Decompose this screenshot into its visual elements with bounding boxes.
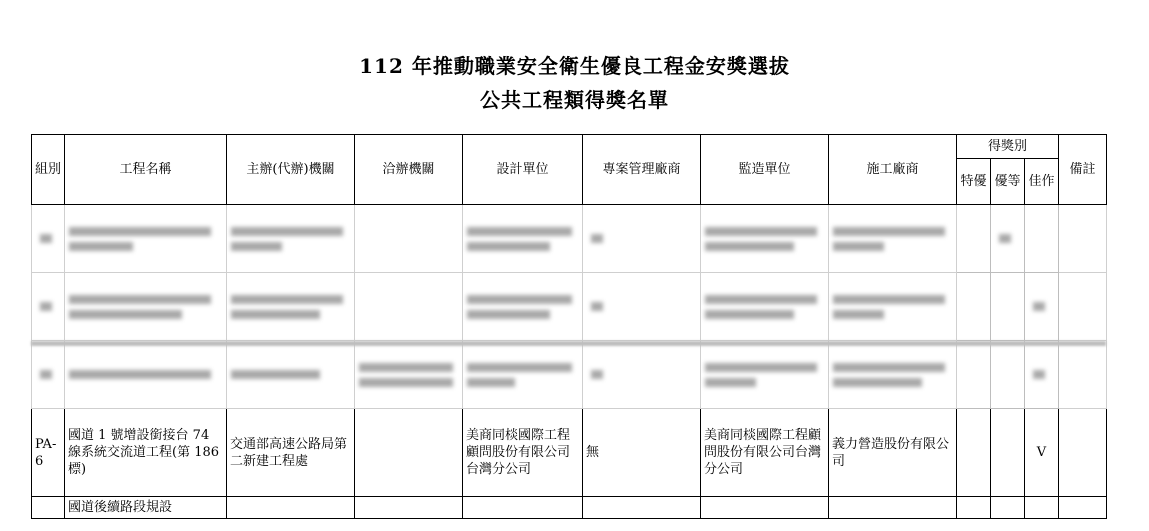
award-table [31, 134, 1107, 519]
redacted-row [32, 273, 1107, 341]
cell-design-unit: 美商同棪國際工程顧問股份有限公司台灣分公司 [463, 409, 583, 497]
header-design-unit: 設計單位 [463, 135, 583, 205]
cell-contractor: 義力營造股份有限公司 [829, 409, 957, 497]
cell-award-excellent [991, 409, 1025, 497]
cell-pcm: 無 [583, 409, 701, 497]
cell-project-name: 國道 1 號增設銜接台 74 線系統交流道工程(第 186 標) [65, 409, 227, 497]
header-award-category: 得獎別 [957, 135, 1059, 159]
header-remarks: 備註 [1059, 135, 1107, 205]
cell-host-agency: 交通部高速公路局第二新建工程處 [227, 409, 355, 497]
header-award-special: 特優 [957, 159, 991, 205]
cell-supervision: 美商同棪國際工程顧問股份有限公司台灣分公司 [701, 409, 829, 497]
header-award-merit: 佳作 [1025, 159, 1059, 205]
header-supervision: 監造單位 [701, 135, 829, 205]
redaction-bar [31, 341, 1106, 346]
header-award-excellent: 優等 [991, 159, 1025, 205]
header-host-agency: 主辦(代辦)機關 [227, 135, 355, 205]
cell-group: PA-6 [32, 409, 65, 497]
cell-award-special [957, 409, 991, 497]
header-contractor: 施工廠商 [829, 135, 957, 205]
cell-award-merit: V [1025, 409, 1059, 497]
header-group: 組別 [32, 135, 65, 205]
document-subtitle: 公共工程類得獎名單 [480, 88, 669, 112]
document-title: 112 年推動職業安全衛生優良工程金安獎選拔 [359, 54, 790, 78]
redacted-row [32, 341, 1107, 409]
header-project-name: 工程名稱 [65, 135, 227, 205]
cell-remarks [1059, 409, 1107, 497]
header-co-agency: 洽辦機關 [355, 135, 463, 205]
table-row-partial [32, 497, 1107, 519]
header-pcm: 專案管理廠商 [583, 135, 701, 205]
redacted-row [32, 205, 1107, 273]
cell-project-name-partial: 國道後續路段規設 [65, 497, 227, 519]
cell-co-agency [355, 409, 463, 497]
table-row [32, 409, 1107, 497]
